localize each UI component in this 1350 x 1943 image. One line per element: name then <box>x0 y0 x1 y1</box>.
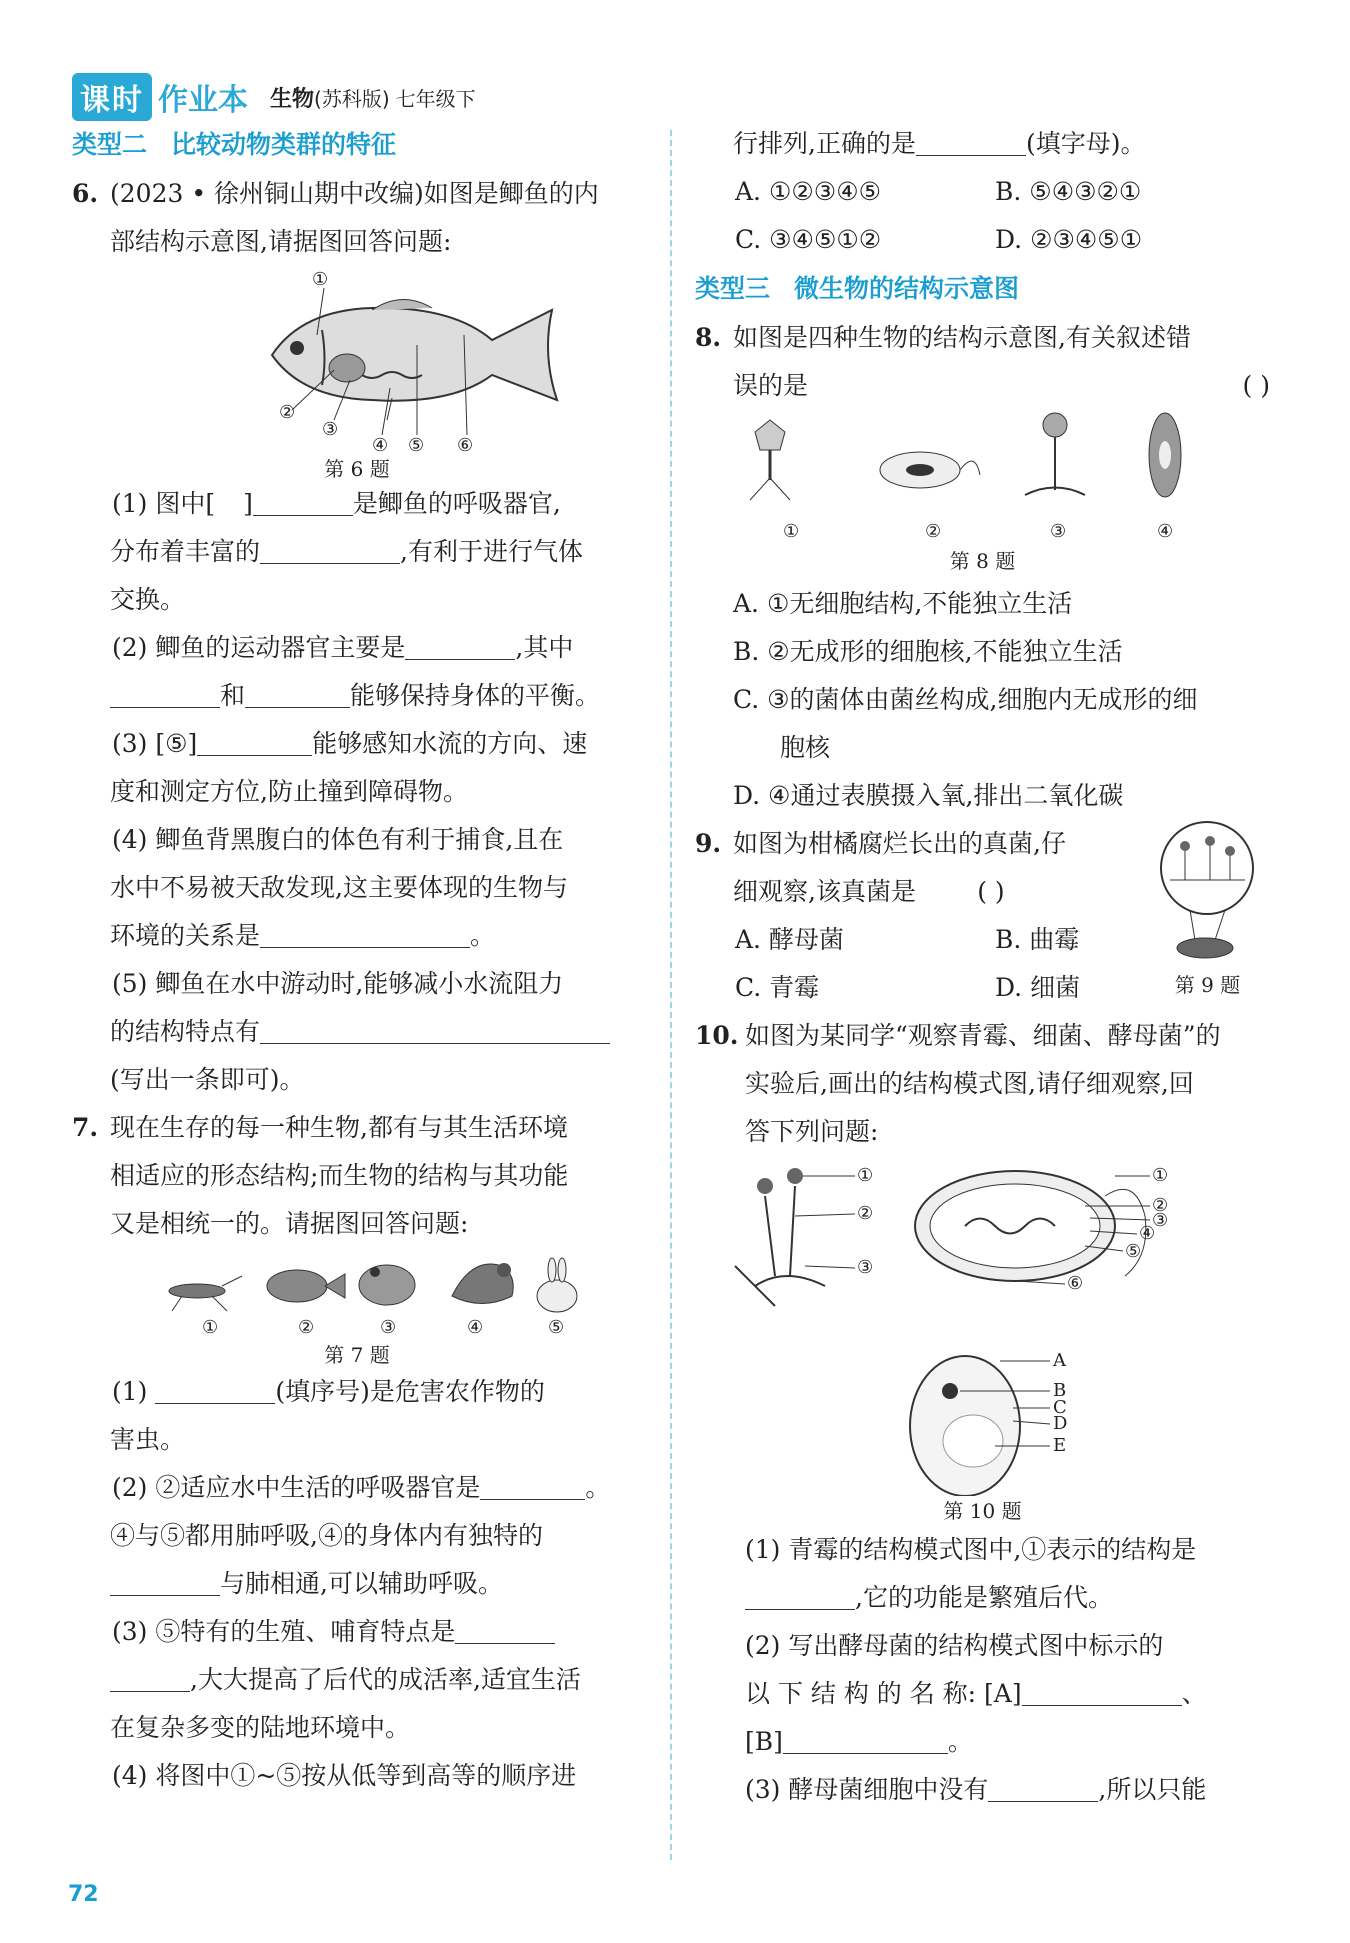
option-d: D. ②③④⑤① <box>995 225 1143 254</box>
figure-q7-animals <box>72 1248 642 1368</box>
fig-label: E <box>1053 1435 1067 1456</box>
figure-q8-microbes <box>695 410 1270 580</box>
question-6: 6. (2023 • 徐州铜山期中改编)如图是鲫鱼的内 部结构示意图,请据图回答问题: ① ② ③ ④ ⑤ ⑥ 第 6 题 (1) 图中[ ] 是鲫鱼的呼吸器官, 分布着丰富的 ,有利于进行气体 交换。 (2) 鲫鱼的运动器官主要是 ,其中 和 能够保持身体的平衡。 (3) [⑤] 能够感知水流的方向、速 度和测定方位,防止撞到障碍物。 (4) 鲫鱼背黑腹白的体色有利于捕食,且在 水中不易被天敌发现,这主要体现的生物与 环境的关系是 。 (5) 鲫鱼在水中游动时,能够减小水流阻力 的结构特点有 (写出一条即可)。 <box>72 170 642 1104</box>
fungus-illustration <box>1150 820 1265 970</box>
option-c[interactable]: C. ③的菌体由菌丝构成,细胞内无成形的细 <box>733 685 1198 714</box>
figure-caption: 第 7 题 <box>324 1343 390 1367</box>
figure-q9-fungus <box>1150 820 1265 1010</box>
option-a[interactable]: A. ①无细胞结构,不能独立生活 <box>733 589 1073 618</box>
option-d[interactable]: D. ④通过表膜摄入氧,排出二氧化碳 <box>733 781 1124 810</box>
fig-label: ④ <box>372 435 389 456</box>
mold-bacteria-yeast-illustration <box>695 1156 1270 1496</box>
answer-paren[interactable]: ( ) <box>977 877 1005 906</box>
figure-q6-fish <box>72 270 642 480</box>
left-column <box>72 120 642 1800</box>
answer-blank[interactable] <box>260 535 400 564</box>
page-number: 72 <box>68 1882 99 1907</box>
question-8: 8. 如图是四种生物的结构示意图,有关叙述错 误的是 ( ) ① ② ③ ④ 第 8 题 A. ①无细胞结构,不能独立生活 B. ②无成形的细胞核,不能独立生活 C. ③的菌体由菌丝构成,细胞内无成形的细 胞核 D. ④通过表膜摄入氧,排出二氧化碳 <box>695 314 1270 820</box>
fig-label: ③ <box>380 1317 397 1338</box>
fig-label: ② <box>1152 1195 1169 1216</box>
fig-label: ② <box>279 402 296 423</box>
fish-illustration <box>72 270 642 450</box>
fig-label: A <box>1053 1350 1066 1371</box>
question-7-continued: 行排列,正确的是 (填字母)。 A. ①②③④⑤ B. ⑤④③②① C. ③④⑤①② D. ②③④⑤① <box>695 120 1270 264</box>
fig-label: ⑥ <box>1067 1273 1084 1294</box>
fig-label: ② <box>857 1203 874 1224</box>
fig-label: ③ <box>1050 521 1067 542</box>
answer-blank[interactable] <box>988 1773 1098 1802</box>
figure-q10-structures <box>695 1156 1270 1526</box>
microbes-illustration <box>695 410 1270 530</box>
option-c[interactable]: C. 青霉 <box>735 973 820 1002</box>
grade-label: 七年级下 <box>395 86 476 111</box>
right-column <box>695 120 1270 1814</box>
fig-label: ① <box>783 521 800 542</box>
category-heading-2: 类型二 比较动物类群的特征 <box>72 130 397 159</box>
option-b[interactable]: B. ②无成形的细胞核,不能独立生活 <box>733 637 1123 666</box>
fig-label: ⑤ <box>1125 1241 1142 1262</box>
fig-label: ⑥ <box>457 435 474 456</box>
question-9: 9. 如图为柑橘腐烂长出的真菌,仔 细观察,该真菌是 ( ) A. 酵母菌 B. 曲霉 C. 青霉 D. 细菌 第 9 题 <box>695 820 1270 1012</box>
figure-caption: 第 8 题 <box>949 549 1016 573</box>
book-logo <box>72 73 248 121</box>
answer-blank[interactable] <box>155 1375 275 1404</box>
figure-caption: 第 6 题 <box>324 457 390 481</box>
fig-label: ⑤ <box>548 1317 565 1338</box>
option-d[interactable]: D. 细菌 <box>995 973 1081 1002</box>
option-b[interactable]: B. 曲霉 <box>995 925 1080 954</box>
answer-blank[interactable] <box>197 727 312 756</box>
option-b: B. ⑤④③②① <box>995 177 1142 206</box>
fig-label: ① <box>202 1317 219 1338</box>
edition-label: (苏科版) <box>314 86 390 111</box>
answer-blank[interactable] <box>405 631 515 660</box>
page-header <box>72 72 476 122</box>
fig-label: ② <box>298 1317 315 1338</box>
answer-blank[interactable] <box>110 1663 190 1692</box>
question-number: 6. <box>72 179 99 208</box>
fig-label: ③ <box>322 419 339 440</box>
animals-illustration <box>72 1248 642 1318</box>
answer-blank[interactable] <box>253 487 353 516</box>
answer-blank[interactable] <box>783 1725 948 1754</box>
answer-blank[interactable] <box>916 127 1026 156</box>
question-number: 9. <box>695 829 722 858</box>
question-number: 8. <box>695 323 722 352</box>
answer-blank[interactable] <box>110 679 220 708</box>
column-divider <box>670 130 672 1860</box>
question-number: 7. <box>72 1113 99 1142</box>
question-number: 10. <box>695 1021 739 1050</box>
fig-label: ③ <box>857 1257 874 1278</box>
option-a: A. ①②③④⑤ <box>735 177 882 206</box>
fig-label: ② <box>925 521 942 542</box>
fig-label: ④ <box>1157 521 1174 542</box>
question-10: 10. 如图为某同学“观察青霉、细菌、酵母菌”的 实验后,画出的结构模式图,请仔细观察,回 答下列问题: ① ② ③ ① ② ③ ④ ⑤ ⑥ A B C D E 第 10 题 (1) 青霉的结构模式图中,①表示的结构是 ,它的功能是繁殖后代。 (2) 写出酵母菌的结构模式图中标示的 以 下 结 构 的 名 称: [A] 、 [B] 。 (3) 酵母菌细胞中没有 ,所以只能 <box>695 1012 1270 1814</box>
figure-caption: 第 9 题 <box>1174 973 1241 997</box>
option-a[interactable]: A. 酵母菌 <box>735 925 844 954</box>
fig-label: ① <box>1152 1165 1169 1186</box>
logo-zuoyeben: 作业本 <box>158 83 248 118</box>
fig-label: ⑤ <box>408 435 425 456</box>
answer-blank[interactable] <box>245 679 350 708</box>
fig-label: B <box>1053 1380 1067 1401</box>
logo-keshi: 课时 <box>72 73 152 121</box>
category-heading-3: 类型三 微生物的结构示意图 <box>695 274 1020 303</box>
answer-blank[interactable] <box>260 1015 610 1044</box>
option-c: C. ③④⑤①② <box>735 225 882 254</box>
answer-blank[interactable] <box>260 919 470 948</box>
fig-label: C <box>1053 1397 1067 1418</box>
fig-label: ① <box>312 269 329 290</box>
fig-label: ③ <box>1152 1210 1169 1231</box>
answer-blank[interactable] <box>110 1567 220 1596</box>
fig-label: ④ <box>1139 1223 1156 1244</box>
answer-blank[interactable] <box>1022 1677 1182 1706</box>
answer-paren[interactable]: ( ) <box>1242 371 1270 400</box>
subject-title: 生物 <box>270 86 315 112</box>
question-7: 7. 现在生存的每一种生物,都有与其生活环境 相适应的形态结构;而生物的结构与其功能 又是相统一的。请据图回答问题: ① ② ③ ④ ⑤ 第 7 题 (1) (填序号)是危害农作物的 害虫。 (2) ②适应水中生活的呼吸器官是 。 ④与⑤都用肺呼吸,④的身体内有独特的 与肺相通,可以辅助呼吸。 (3) ⑤特有的生殖、哺育特点是 ,大大提高了后代的成活率,适宜生活 在复杂多变的陆地环境中。 (4) 将图中①~⑤按从低等到高等的顺序进 <box>72 1104 642 1800</box>
answer-blank[interactable] <box>745 1581 855 1610</box>
answer-blank[interactable] <box>455 1615 555 1644</box>
figure-caption: 第 10 题 <box>943 1499 1022 1523</box>
fig-label: ① <box>857 1165 874 1186</box>
answer-blank[interactable] <box>480 1471 585 1500</box>
fig-label: ④ <box>467 1317 484 1338</box>
fig-label: D <box>1053 1413 1068 1434</box>
